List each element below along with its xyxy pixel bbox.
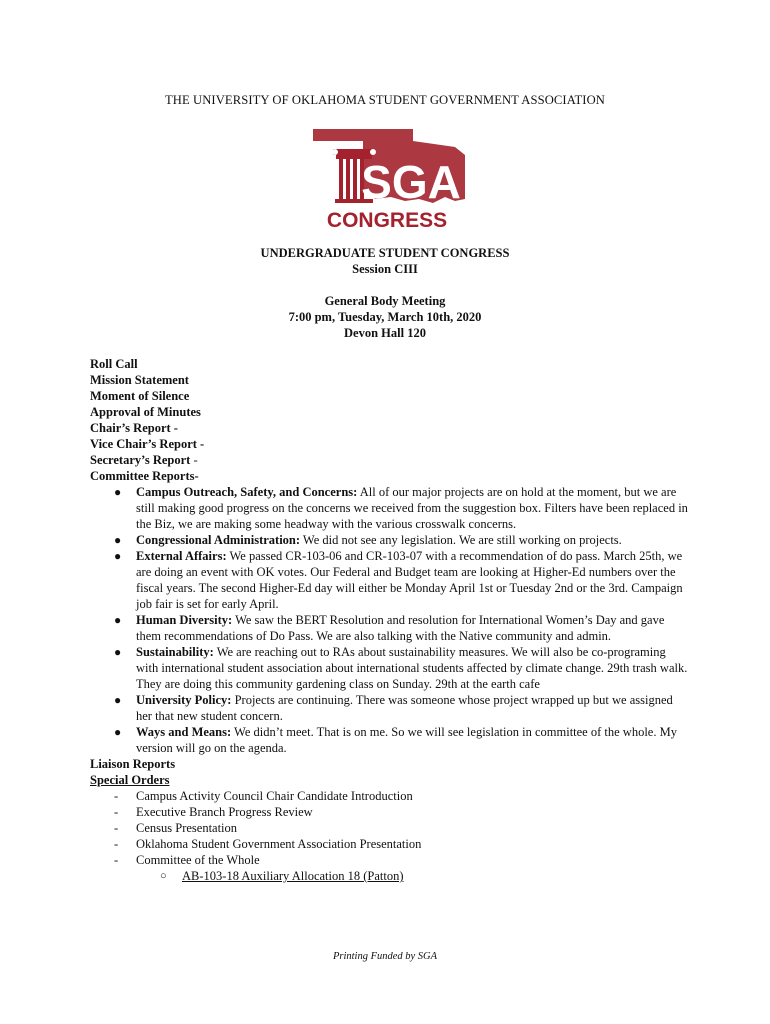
sga-congress-logo — [305, 127, 469, 231]
secretary-label: Secretary’s Report — [90, 453, 191, 467]
committee-report-text: Projects are continuing. There was someone whose project wrapped up but we assigned her that new student concern. — [136, 693, 673, 723]
bullet-icon: ● — [114, 533, 122, 547]
agenda-special-orders: Special Orders — [90, 773, 170, 787]
committee-of-whole-list — [136, 868, 690, 884]
committee-report-item — [114, 484, 690, 532]
special-order-label: Campus Activity Council Chair Candidate Introduction — [136, 789, 413, 803]
committee-report-text: We didn’t meet. That is on me. So we will see legislation in committee of the whole. My version will go on the agenda. — [136, 725, 677, 755]
congress-name: UNDERGRADUATE STUDENT CONGRESS — [260, 246, 510, 260]
logo-sga-text: SGA — [361, 156, 461, 208]
committee-name: Campus Outreach, Safety, and Concerns: — [136, 485, 358, 499]
legislation-link[interactable]: AB-103-18 Auxiliary Allocation 18 (Patton) — [182, 869, 404, 883]
bullet-icon: ● — [114, 725, 122, 739]
agenda-mission-statement: Mission Statement — [90, 373, 189, 387]
committee-report-item — [114, 548, 690, 612]
agenda — [90, 356, 690, 884]
agenda-moment-of-silence: Moment of Silence — [90, 389, 190, 403]
committee-report-item — [114, 692, 690, 724]
committee-name: Congressional Administration: — [136, 533, 301, 547]
committee-report-text: We are reaching out to RAs about sustainability measures. We will also be co-programing with international student association about international students affected by climate change. 29th trash walk. They are doing this community gardening class on Sunday. 29th at the earth cafe — [136, 645, 688, 691]
agenda-secretary-report — [90, 452, 690, 468]
printing-footer: Printing Funded by SGA — [332, 951, 438, 962]
meeting-datetime: 7:00 pm, Tuesday, March 10th, 2020 — [288, 310, 482, 324]
agenda-liaison-reports: Liaison Reports — [90, 757, 176, 771]
bullet-icon: ● — [114, 645, 122, 659]
committee-report-text: We saw the BERT Resolution and resolution for International Women’s Day and gave them recommendations of Do Pass. We are also talking with the Native community and admin. — [136, 613, 665, 643]
committee-report-text: We did not see any legislation. We are still working on projects. — [300, 533, 622, 547]
bullet-icon: ● — [114, 613, 122, 627]
committee-name: University Policy: — [136, 693, 232, 707]
committee-report-text: All of our major projects are on hold at the moment, but we are still making good progress on the concerns we received from the suggestion box. Filters have been replaced in the Biz, we are making some headway with the various crosswalk concerns. — [136, 485, 688, 531]
special-orders-list — [90, 788, 690, 884]
session-number: Session CIII — [352, 262, 418, 276]
agenda-roll-call: Roll Call — [90, 357, 138, 371]
special-order-label: Executive Branch Progress Review — [136, 805, 313, 819]
committee-report-list — [90, 484, 690, 756]
special-order-label: Oklahoma Student Government Association Presentation — [136, 837, 422, 851]
bullet-icon: ● — [114, 693, 122, 707]
special-order-label: Census Presentation — [136, 821, 238, 835]
dash-icon: - — [114, 837, 119, 851]
agenda-chair-report: Chair’s Report - — [90, 421, 178, 435]
committee-report-text: We passed CR-103-06 and CR-103-07 with a recommendation of do pass. March 25th, we are doing an event with OK votes. Our Federal and Budget team are looking at Higher-Ed numbers over the fiscal years. The second Higher-Ed day will either be Monday April 1st or Tuesday 2nd or the 3rd. Campaign job fair is set for early April. — [136, 549, 683, 611]
dash-icon: - — [114, 853, 119, 867]
special-order-item — [114, 788, 690, 804]
agenda-vice-chair-report: Vice Chair’s Report - — [90, 437, 205, 451]
agenda-approval-of-minutes: Approval of Minutes — [90, 405, 201, 419]
committee-name: Sustainability: — [136, 645, 214, 659]
committee-name: External Affairs: — [136, 549, 227, 563]
special-order-item — [114, 820, 690, 836]
dash-icon: - — [114, 805, 119, 819]
dash-icon: - — [114, 789, 119, 803]
congress-title-block — [0, 245, 770, 277]
committee-report-item — [114, 612, 690, 644]
secretary-dash: - — [190, 453, 198, 467]
agenda-committee-reports: Committee Reports- — [90, 469, 199, 483]
special-order-item — [114, 804, 690, 820]
sga-logo-icon — [305, 127, 469, 231]
logo-congress-text: CONGRESS — [326, 209, 448, 231]
special-order-item — [114, 852, 690, 884]
committee-report-item — [114, 644, 690, 692]
bullet-icon: ● — [114, 485, 122, 499]
committee-name: Human Diversity: — [136, 613, 233, 627]
dash-icon: - — [114, 821, 119, 835]
legislation-item — [160, 868, 690, 884]
committee-report-item — [114, 724, 690, 756]
committee-report-item — [114, 532, 690, 548]
circle-bullet-icon: ○ — [160, 870, 167, 882]
meeting-info-block — [0, 293, 770, 341]
committee-name: Ways and Means: — [136, 725, 232, 739]
special-order-item — [114, 836, 690, 852]
meeting-location: Devon Hall 120 — [344, 326, 426, 340]
meeting-type: General Body Meeting — [324, 294, 446, 308]
bullet-icon: ● — [114, 549, 122, 563]
document-header: THE UNIVERSITY OF OKLAHOMA STUDENT GOVERNMENT ASSOCIATION — [165, 93, 605, 107]
special-order-label: Committee of the Whole — [136, 853, 260, 867]
